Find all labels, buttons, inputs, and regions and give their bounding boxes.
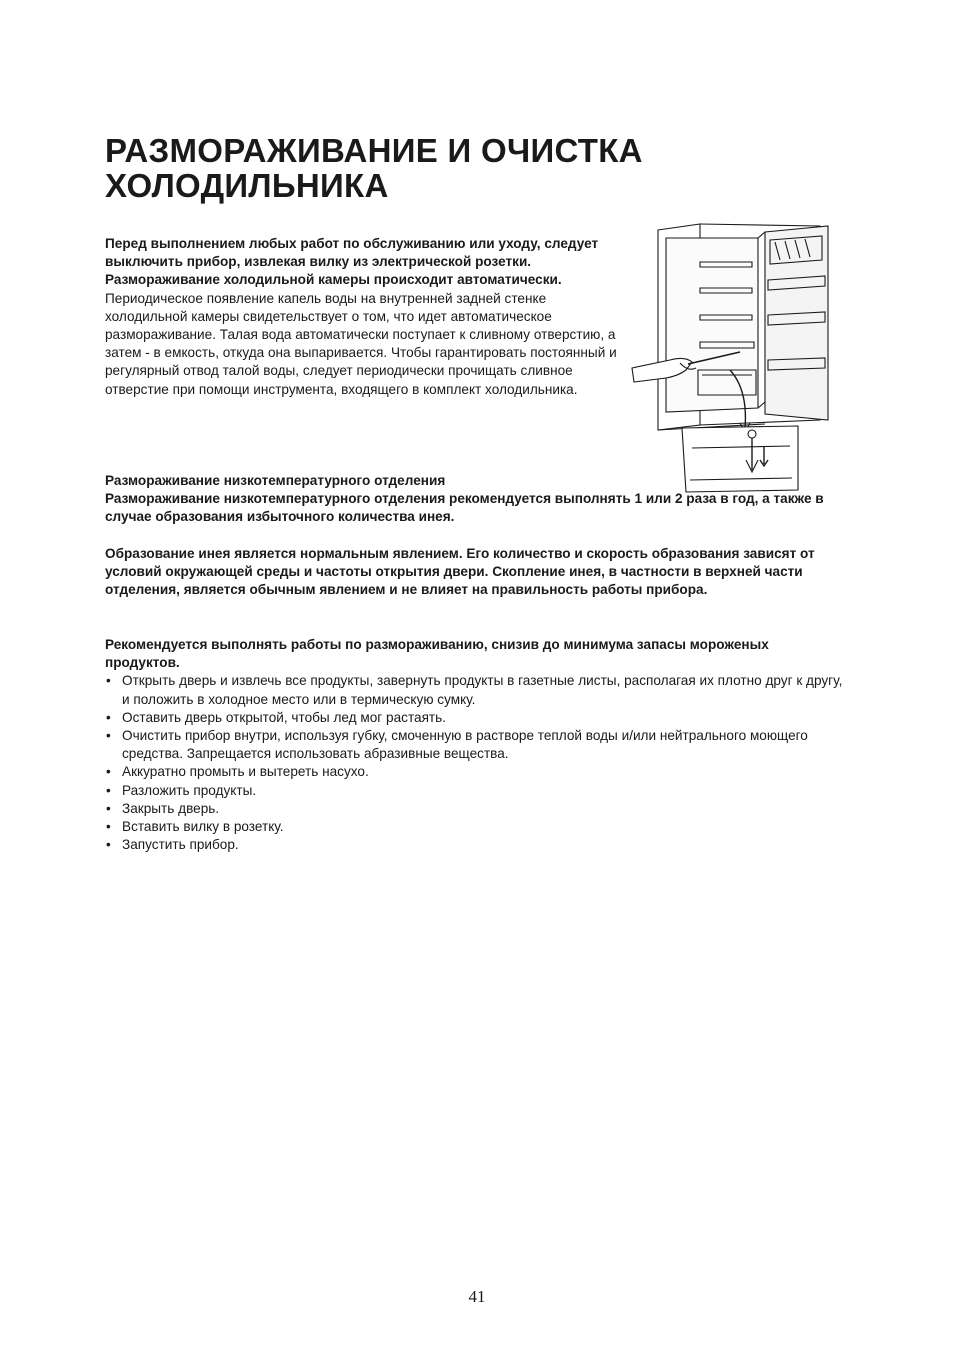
page-number: 41 xyxy=(468,1287,486,1306)
safety-warning: Перед выполнением любых работ по обслуживанию или уходу, следует выключить прибор, извлекая вилку из электрической розетки. xyxy=(105,236,599,270)
step-item: • Открыть дверь и извлечь все продукты, завернуть продукты в газетные листы, располагая их плотно друг к другу, и положить в холодное место или в термическую сумку. xyxy=(105,672,845,708)
auto-defrost-description: Периодическое появление капель воды на внутренней задней стенке холодильной камеры свидетельствует о том, что идет автоматическое размораживание. Талая вода автоматически поступает к сливному отверстию, а затем - в емкость, откуда она выпаривается. Чтобы гарантировать постоянный и регулярный отвод талой воды, следует периодически прочищать сливное отверстие при помощи инструмента, входящего в комплект холодильника. xyxy=(105,290,617,397)
frost-note-text: Образование инея является нормальным явлением. Его количество и скорость образования зависят от условий окружающей среды и частоты открытия двери. Скопление инея, в частности в верхней части отделения, является обычным явлением и не влияет на правильность работы прибора. xyxy=(105,546,815,598)
step-item: • Аккуратно промыть и вытереть насухо. xyxy=(105,763,845,781)
refrigerator-illustration xyxy=(630,220,835,500)
step-item: • Очистить прибор внутри, используя губку, смоченную в растворе теплой воды и/или нейтрального моющего средства. Запрещается использовать абразивные вещества. xyxy=(105,727,845,763)
freezer-defrost-section xyxy=(105,472,845,527)
freezer-defrost-text: Размораживание низкотемпературного отделения рекомендуется выполнять 1 или 2 раза в год, а также в случае образования избыточного количества инея. xyxy=(105,491,824,525)
step-item: • Запустить прибор. xyxy=(105,836,845,854)
auto-defrost-note: Размораживание холодильной камеры происходит автоматически. xyxy=(105,272,562,288)
freezer-defrost-heading: Размораживание низкотемпературного отделения xyxy=(105,473,446,488)
step-item: • Разложить продукты. xyxy=(105,782,845,800)
step-item: • Вставить вилку в розетку. xyxy=(105,818,845,836)
step-item: • Закрыть дверь. xyxy=(105,800,845,818)
frost-note-section xyxy=(105,545,845,600)
step-item: • Оставить дверь открытой, чтобы лед мог растаять. xyxy=(105,709,845,727)
intro-section xyxy=(105,235,625,399)
page-title-line-1: РАЗМОРАЖИВАНИЕ И ОЧИСТКА xyxy=(105,132,643,169)
page-title xyxy=(105,133,745,203)
page-title-line-2: ХОЛОДИЛЬНИКА xyxy=(105,167,389,204)
procedure-steps xyxy=(105,672,845,854)
procedure-intro: Рекомендуется выполнять работы по размораживанию, снизив до минимума запасы мороженых продуктов. xyxy=(105,637,769,671)
procedure-section xyxy=(105,636,845,854)
